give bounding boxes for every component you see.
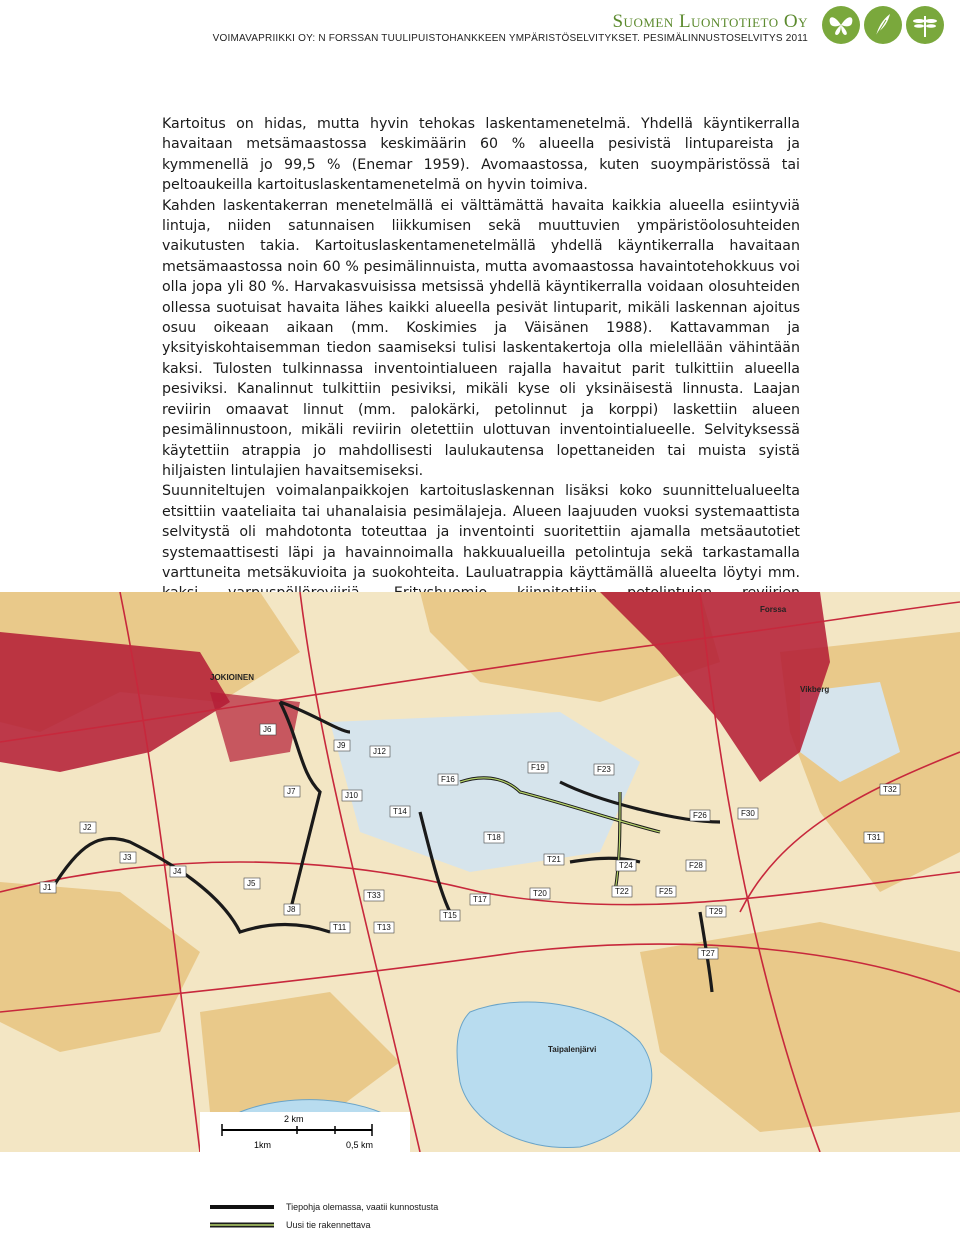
turbine-label: [374, 922, 394, 933]
svg-text:T15: T15: [443, 911, 457, 920]
feather-icon: [864, 6, 902, 44]
turbine-label: [616, 860, 636, 871]
place-label: JOKIOINEN: [210, 673, 255, 682]
legend-item: [210, 1202, 438, 1212]
svg-text:T24: T24: [619, 861, 633, 870]
turbine-label: [656, 886, 676, 897]
turbine-label: [40, 882, 56, 893]
svg-text:J4: J4: [173, 867, 182, 876]
page-header: [0, 0, 960, 56]
turbine-label: [244, 878, 260, 889]
turbine-label: [530, 888, 550, 899]
turbine-label: [440, 910, 460, 921]
place-label: Taipalenjärvi: [548, 1045, 597, 1054]
map-canvas: [0, 592, 960, 1152]
paragraph: Suunniteltujen voimalanpaikkojen kartoituslaskennan lisäksi koko suunnittelualueelta etsittiin vaateliaita tai uhanalaisia pesimälajeja. Alueen laajuuden vuoksi systemaattista selvitystä oli mahdotonta toteuttaa ja inventointi suoritettiin ajamalla metsäautotiet systemaattisesti läpi ja havainnoimalla hakkuualueilla petolintuja sekä tarkastamalla varttuneita metsäkuvioita ja suokohteita. Lauluatrappia käyttämällä alueelta löytyi mm.: [162, 483, 800, 581]
turbine-label: [738, 808, 758, 819]
turbine-label: [364, 890, 384, 901]
svg-text:T31: T31: [867, 833, 881, 842]
turbine-label: [370, 746, 390, 757]
turbine-label: [438, 774, 458, 785]
place-label: Vikberg: [800, 685, 830, 694]
svg-text:J8: J8: [287, 905, 296, 914]
turbine-label: [484, 832, 504, 843]
svg-text:J2: J2: [83, 823, 92, 832]
logo-group: [822, 6, 944, 44]
legend-item: [210, 1220, 371, 1230]
svg-text:F26: F26: [693, 811, 707, 820]
turbine-label: [330, 922, 350, 933]
svg-text:J6: J6: [263, 725, 272, 734]
svg-text:F23: F23: [597, 765, 611, 774]
turbine-label: [612, 886, 632, 897]
turbine-label: [170, 866, 186, 877]
turbine-label: [686, 860, 706, 871]
turbine-label: [284, 786, 300, 797]
svg-text:F30: F30: [741, 809, 755, 818]
survey-map: [0, 592, 960, 1152]
svg-text:F16: F16: [441, 775, 455, 784]
svg-text:J7: J7: [287, 787, 296, 796]
svg-text:J12: J12: [373, 747, 386, 756]
scale-label-right: 0,5 km: [346, 1140, 374, 1150]
turbine-label: [470, 894, 490, 905]
legend-swatch: [210, 1204, 274, 1210]
legend-label: Uusi tie rakennettava: [286, 1220, 371, 1230]
brand-name: Suomen Luontotieto Oy: [612, 11, 808, 32]
svg-text:T33: T33: [367, 891, 381, 900]
turbine-label: [864, 832, 884, 843]
turbine-label: [120, 852, 136, 863]
svg-text:T13: T13: [377, 923, 391, 932]
svg-text:T14: T14: [393, 807, 407, 816]
turbine-label: [390, 806, 410, 817]
scale-bar: [200, 1112, 410, 1152]
butterfly-icon: [822, 6, 860, 44]
svg-text:J10: J10: [345, 791, 358, 800]
dragonfly-icon: [906, 6, 944, 44]
turbine-label: [80, 822, 96, 833]
turbine-label: [706, 906, 726, 917]
scale-label-left: 1km: [254, 1140, 272, 1150]
svg-text:T29: T29: [709, 907, 723, 916]
turbine-label: [544, 854, 564, 865]
svg-text:T11: T11: [333, 923, 347, 932]
svg-text:F25: F25: [659, 887, 673, 896]
turbine-label: [334, 740, 350, 751]
svg-text:T21: T21: [547, 855, 561, 864]
scale-bar-box: [200, 1112, 410, 1152]
turbine-label: [342, 790, 362, 801]
svg-text:T32: T32: [883, 785, 897, 794]
svg-text:J3: J3: [123, 853, 132, 862]
svg-text:T22: T22: [615, 887, 629, 896]
turbine-label: [690, 810, 710, 821]
svg-text:F28: F28: [689, 861, 703, 870]
turbine-label: [880, 784, 900, 795]
svg-text:J1: J1: [43, 883, 52, 892]
body-text: [162, 114, 800, 624]
svg-text:J5: J5: [247, 879, 256, 888]
scale-label-major: 2 km: [284, 1114, 304, 1124]
svg-text:J9: J9: [337, 741, 346, 750]
place-label: Forssa: [760, 605, 787, 614]
map-legend: [210, 1196, 610, 1234]
turbine-label: [698, 948, 718, 959]
turbine-label: [528, 762, 548, 773]
turbine-label: [260, 724, 276, 735]
legend-swatch: [210, 1222, 274, 1228]
legend-label: Tiepohja olemassa, vaatii kunnostusta: [286, 1202, 439, 1212]
paragraph: Kartoitus on hidas, mutta hyvin tehokas laskentamenetelmä. Yhdellä käyntikerralla havaitaan metsämaastossa keskimäärin 60 % alueella pesivistä lintupareista ja kymmenellä jo 99,5 % (Enemar 1959). Avomaastossa, kuten suoympäristössä tai peltoaukeilla kartoituslaskentamenetelmä on hyvin toimiva.: [162, 116, 800, 194]
svg-text:T20: T20: [533, 889, 547, 898]
svg-text:T17: T17: [473, 895, 487, 904]
turbine-label: [594, 764, 614, 775]
svg-text:T18: T18: [487, 833, 501, 842]
svg-text:F19: F19: [531, 763, 545, 772]
report-subtitle: VOIMAVAPRIIKKI OY: N FORSSAN TUULIPUISTOHANKKEEN YMPÄRISTÖSELVITYKSET. PESIMÄLINNUSTOSELVITYS 2011: [212, 33, 808, 44]
paragraph: Kahden laskentakerran menetelmällä ei välttämättä havaita kaikkia alueella esiintyviä lintuja, niiden satunnaisen liikkumisen sekä muuttuvien ympäristöolosuhteiden vaikutusten takia. Kartoituslaskentamenetelmällä yhdellä käyntikerralla havaitaan metsämaastossa noin 60 % pesimälinnuista, mutta avomaastossa havaintotehokkuus voi olla jopa yli 80 %. Harvakasvuisissa metsissä yhdellä käyntikerralla voidaan olosuhteiden ollessa suotuisat havaita lähes kaikki alueella pesivät lintuparit, mikäli laskennan ajoitus osuu oikeaan aikaan (mm. Koskimies ja Väisänen 1988). Kattavamman ja yksityiskohtaisemman tiedon saamiseksi tulisi laskentakertoja olla mielellään vähintään kaksi. Tulosten tulkinnassa inventointialueen rajalla havaitut parit tulkittiin alueella pesiviksi. Kanalinnut tulkittiin pesiviksi, mikäli kyse oli yksinäisestä linnusta. Laajan reviirin omaavat linnut (mm. palokärki, petolinnut ja korppi) laskettiin alueen pesimälinnustoon, mikäli reviirin oletettiin ulottuvan inventointialueelle. Selvityksessä käytettiin atrappia jo mahdollisesti laulukautensa lopettaneiden tai muista syistä hiljaisten lintulajien havaitsemiseksi.: [162, 197, 800, 479]
svg-text:T27: T27: [701, 949, 715, 958]
turbine-label: [284, 904, 300, 915]
